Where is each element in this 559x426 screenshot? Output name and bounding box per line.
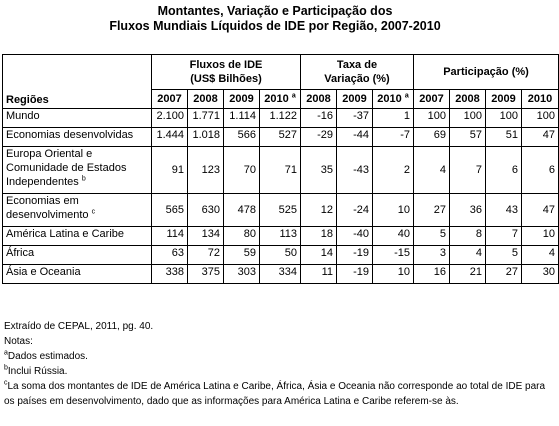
year-header-estimated: 2010 $^a$ xyxy=(373,90,414,109)
value-cell: 40 xyxy=(373,227,414,246)
group-header-participacao: Participação (%) xyxy=(414,55,559,90)
table-title-line-2: Fluxos Mundiais Líquidos de IDE por Região, 2007-2010 xyxy=(109,19,441,33)
value-cell: 100 xyxy=(414,109,450,128)
value-cell: 525 xyxy=(260,194,301,227)
footnote-mark: b xyxy=(4,364,8,372)
footnote-mark: c xyxy=(91,208,96,216)
value-cell: 303 xyxy=(224,265,260,284)
value-cell: 1 xyxy=(373,109,414,128)
year-header: 2007 xyxy=(414,90,450,109)
value-cell: -7 xyxy=(373,128,414,147)
value-cell: 4 xyxy=(522,246,559,265)
year-header: 2008 xyxy=(450,90,486,109)
value-cell: 51 xyxy=(486,128,522,147)
value-cell: 36 xyxy=(450,194,486,227)
value-cell: 334 xyxy=(260,265,301,284)
value-cell: 375 xyxy=(188,265,224,284)
value-cell: 50 xyxy=(260,246,301,265)
footnote: $^a$Dados estimados. xyxy=(4,349,88,362)
group-header-taxa: Taxa de Variação (%) xyxy=(301,55,414,90)
value-cell: 69 xyxy=(414,128,450,147)
value-cell: 57 xyxy=(450,128,486,147)
value-cell: 338 xyxy=(152,265,188,284)
footnote: $^c$La soma dos montantes de IDE de América Latina e Caribe, África, Ásia e Oceania não corresponde ao total de IDE para os países em desenvolvimento, dado que as informações para América Latina e Caribe referem-se às. xyxy=(4,379,546,407)
value-cell: 134 xyxy=(188,227,224,246)
table-row xyxy=(3,194,559,227)
value-cell: 123 xyxy=(188,147,224,194)
region-name: África xyxy=(3,246,152,265)
value-cell: 5 xyxy=(414,227,450,246)
value-cell: 3 xyxy=(414,246,450,265)
value-cell: 7 xyxy=(450,147,486,194)
year-header: 2008 xyxy=(188,90,224,109)
value-cell: 80 xyxy=(224,227,260,246)
region-name: Europa Oriental e Comunidade de Estados Independentes $^b$ xyxy=(3,147,152,194)
table-row xyxy=(3,147,559,194)
value-cell: 6 xyxy=(522,147,559,194)
value-cell: 11 xyxy=(301,265,337,284)
value-cell: 100 xyxy=(450,109,486,128)
value-cell: 91 xyxy=(152,147,188,194)
value-cell: 630 xyxy=(188,194,224,227)
value-cell: 21 xyxy=(450,265,486,284)
footnote-mark: c xyxy=(4,379,8,387)
value-cell: 1.444 xyxy=(152,128,188,147)
value-cell: 10 xyxy=(373,194,414,227)
value-cell: 114 xyxy=(152,227,188,246)
group-header-fluxos: Fluxos de IDE (US$ Bilhões) xyxy=(152,55,301,90)
value-cell: 8 xyxy=(450,227,486,246)
region-name: Ásia e Oceania xyxy=(3,265,152,284)
value-cell: 14 xyxy=(301,246,337,265)
footnote-mark: a xyxy=(4,349,8,357)
value-cell: -19 xyxy=(337,265,373,284)
value-cell: 2.100 xyxy=(152,109,188,128)
value-cell: 113 xyxy=(260,227,301,246)
value-cell: 565 xyxy=(152,194,188,227)
notes-label: Notas: xyxy=(4,336,33,347)
value-cell: 478 xyxy=(224,194,260,227)
value-cell: 5 xyxy=(486,246,522,265)
value-cell: -24 xyxy=(337,194,373,227)
region-name: América Latina e Caribe xyxy=(3,227,152,246)
year-header: 2008 xyxy=(301,90,337,109)
value-cell: -44 xyxy=(337,128,373,147)
value-cell: 16 xyxy=(414,265,450,284)
source-note: Extraído de CEPAL, 2011, pg. 40. xyxy=(4,321,154,332)
value-cell: 1.122 xyxy=(260,109,301,128)
year-header: 2009 xyxy=(337,90,373,109)
year-header: 2007 xyxy=(152,90,188,109)
footnote-mark: a xyxy=(291,92,296,100)
value-cell: 43 xyxy=(486,194,522,227)
fdi-flows-table xyxy=(2,54,559,284)
value-cell: -16 xyxy=(301,109,337,128)
value-cell: 2 xyxy=(373,147,414,194)
value-cell: 27 xyxy=(414,194,450,227)
value-cell: 1.771 xyxy=(188,109,224,128)
region-name: Mundo xyxy=(3,109,152,128)
value-cell: 70 xyxy=(224,147,260,194)
regions-header: Regiões xyxy=(3,55,152,109)
value-cell: 6 xyxy=(486,147,522,194)
value-cell: 35 xyxy=(301,147,337,194)
year-header: 2009 xyxy=(486,90,522,109)
value-cell: -15 xyxy=(373,246,414,265)
footnote: $^b$Inclui Rússia. xyxy=(4,364,68,377)
value-cell: 527 xyxy=(260,128,301,147)
value-cell: 566 xyxy=(224,128,260,147)
value-cell: 47 xyxy=(522,194,559,227)
region-name: Economias em desenvolvimento $^c$ xyxy=(3,194,152,227)
table-row xyxy=(3,128,559,147)
value-cell: 47 xyxy=(522,128,559,147)
year-header: 2010 xyxy=(522,90,559,109)
value-cell: -43 xyxy=(337,147,373,194)
value-cell: 100 xyxy=(486,109,522,128)
value-cell: -29 xyxy=(301,128,337,147)
value-cell: 63 xyxy=(152,246,188,265)
table-title-line-1: Montantes, Variação e Participação dos xyxy=(157,4,393,18)
notes-block xyxy=(4,319,548,409)
value-cell: 4 xyxy=(414,147,450,194)
year-header-estimated: 2010 $^a$ xyxy=(260,90,301,109)
value-cell: 4 xyxy=(450,246,486,265)
value-cell: -19 xyxy=(337,246,373,265)
value-cell: 27 xyxy=(486,265,522,284)
table-row xyxy=(3,265,559,284)
table-row xyxy=(3,246,559,265)
value-cell: 1.114 xyxy=(224,109,260,128)
table-row xyxy=(3,227,559,246)
region-name: Economias desenvolvidas xyxy=(3,128,152,147)
value-cell: 10 xyxy=(373,265,414,284)
year-header: 2009 xyxy=(224,90,260,109)
value-cell: 100 xyxy=(522,109,559,128)
table-row xyxy=(3,109,559,128)
value-cell: -40 xyxy=(337,227,373,246)
value-cell: 71 xyxy=(260,147,301,194)
value-cell: 18 xyxy=(301,227,337,246)
value-cell: 72 xyxy=(188,246,224,265)
value-cell: 12 xyxy=(301,194,337,227)
footnote-mark: b xyxy=(81,175,86,183)
value-cell: 59 xyxy=(224,246,260,265)
footnote-mark: a xyxy=(404,92,409,100)
value-cell: 7 xyxy=(486,227,522,246)
value-cell: -37 xyxy=(337,109,373,128)
value-cell: 1.018 xyxy=(188,128,224,147)
value-cell: 30 xyxy=(522,265,559,284)
value-cell: 10 xyxy=(522,227,559,246)
